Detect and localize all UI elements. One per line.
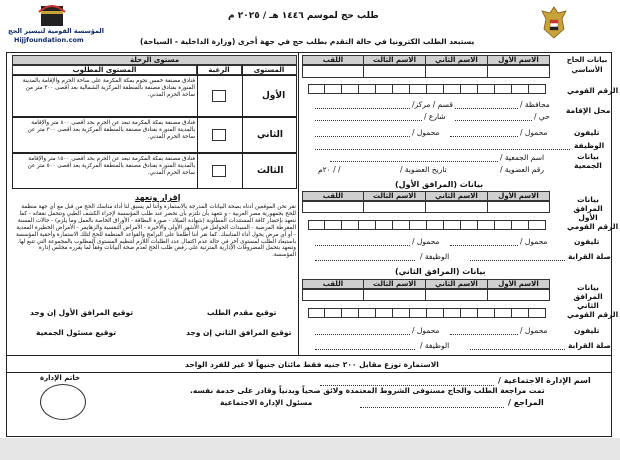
column-divider — [298, 52, 299, 355]
c2-header-first: الاسم الأول — [488, 279, 550, 289]
companion2-relation-label: صلة القرابة — [568, 341, 611, 350]
level-1-name: الأول — [262, 91, 286, 101]
street-label: شارع / — [424, 112, 446, 121]
level-1-checkbox[interactable] — [212, 90, 226, 102]
c2-header-lastname: اللقب — [302, 279, 364, 289]
level-3-name: الثالث — [257, 166, 284, 176]
governorate-label: محافظة / — [520, 100, 550, 109]
fixed-phone-label: محمول / — [520, 128, 548, 137]
companion2-phone-label: تليفون — [574, 326, 600, 335]
responsible-label: مسئول الإدارة الاجتماعية — [220, 398, 313, 407]
form-title: طلب حج لموسم ١٤٤٦ هـ / ٢٠٢٥ م — [228, 11, 379, 21]
name-header-first: الاسم الأول — [488, 55, 550, 65]
job-label: الوظيفة — [574, 141, 605, 150]
admin-name-label: اسم الإدارة الاجتماعية / — [498, 376, 591, 385]
companion1-label: بيانات المرافق الأول — [573, 195, 603, 222]
reviewer-label: المراجع / — [508, 398, 544, 407]
egypt-eagle-logo — [538, 4, 570, 42]
companion2-national-id-label: الرقم القومي — [567, 310, 619, 319]
org-website: Hijjfoundation.com — [14, 36, 84, 44]
level-2-desc: فنادق مصنفة بمكة المكرمة تبعد عن الحرم بحد أقصى ٨٠٠ متر والإقامة بالمدينة المنورة بفنادق مصنفة بالمنطقة المركزية بعد أقصى ٣٠٠ متر عن ساحة الحرم المدني. — [27, 120, 195, 140]
bottom-band — [0, 438, 620, 460]
companion2-name-headers — [302, 279, 550, 289]
stamp-label: خاتم الإدارة — [40, 374, 80, 382]
companion2-section-title: بيانات (المرافق الثاني) — [395, 267, 486, 276]
residence-label: محل الإقامة — [566, 106, 611, 115]
companion2-name-cells[interactable] — [302, 289, 550, 301]
companion1-name-cells[interactable] — [302, 201, 550, 213]
org-name: المؤسسة القومية لتيسير الحج — [8, 27, 104, 35]
applicant-name-cells[interactable] — [302, 65, 550, 78]
form-subtitle: يستبعد الطلب الكترونيا في حالة التقدم بطلب حج في جهة أخرى (وزارة الداخلية - السياحة) — [140, 37, 475, 46]
companion1-national-id-label: الرقم القومي — [567, 222, 619, 231]
companion1-job-label: الوظيفة / — [420, 252, 450, 261]
mobile-phone-label: محمول / — [412, 128, 440, 137]
col-level: المستوى — [242, 65, 297, 75]
companion2-fixed-label: محمول / — [520, 326, 548, 335]
membership-date-hint: / / ٢٠م — [318, 165, 341, 174]
name-header-third: الاسم الثالث — [364, 55, 426, 65]
neighborhood-label: حي / — [534, 112, 550, 121]
association-name-label: اسم الجمعية / — [500, 153, 545, 162]
membership-no-label: رقم العضوية / — [500, 165, 544, 174]
companion2-mobile-label: محمول / — [412, 326, 440, 335]
signature-association-label: توقيع مسئول الجمعية — [36, 328, 117, 337]
signature-applicant-label: توقيع مقدم الطلب — [207, 308, 277, 317]
trip-level-columns — [12, 65, 297, 75]
companion1-relation-label: صلة القرابة — [568, 252, 611, 261]
national-id-field[interactable] — [308, 84, 546, 94]
level-3-desc: فنادق مصنفة بمكة المكرمة تبعد عن الحرم بحد أقصى ١٥٠٠ متر والإقامة بالمدينة المنورة بفنادق مصنفة بالمنطقة المركزية بعد أقصى ٥٠٠ متر عن ساحة الحرم المدني. — [27, 156, 195, 176]
declaration-text: نقر نحن الموقعين أدناه بصحة البيانات المدرجة بالاستمارة وأننا لم يسبق لنا أداء مناسك الحج من قبل مع أي جهة منظمة للحج بجمهورية مصر العربية - و نتعهد بأن نلتزم بأن نحضر عند طلب المؤسسة لإجراء الكشف الطبي ونتحمل نفقاته - كما نتعهد بإحضار كافة المستندات المطلوبة (شهادة الميلاد - صورة البطاقة - الأوراق الخاصة بالعمل وما يلزم) - حالات المسنة المقرطة المرضية - السيدات الحوامل في الأشهر الأولى والأخيرة - الأمراض النفسية والزهايمر - الأمراض الخطيرة المعدية - أو أي مرض يحول أداء المناسك. كما نقر أننا أطلعنا على البرامج والقواعد المنظمة للحج لتلك الاستمارة وأحقية المؤسسة باستبعاد الطلب لمستوى آخر في حالة عدم اكتمال عدد الطلبات اللازم لتنظيم المستوى المطلوب بالمجموعة التي تتبع لها. ونتعهد بتحمل المصروفات الإدارية المترتبة على رفض طلب الحج لعدم صحة البيانات وفقاً لما يقرره مجلس إدارة المؤسسة. — [15, 204, 296, 259]
c1-header-third: الاسم الثالث — [364, 191, 426, 201]
membership-date-label: تاريخ العضوية / — [400, 165, 447, 174]
signature-companion1-label: توقيع المرافق الأول إن وجد — [30, 308, 134, 317]
companion2-label: بيانات المرافق الثاني — [573, 283, 603, 310]
c1-header-first: الاسم الأول — [488, 191, 550, 201]
level-3-checkbox[interactable] — [212, 165, 226, 177]
col-choice: الرغبة — [197, 65, 242, 75]
name-header-lastname: اللقب — [302, 55, 364, 65]
trip-level-header — [12, 55, 297, 65]
district-label: قسم / مركز/ — [412, 100, 453, 109]
applicant-section-label: بيانات الحاج الأساسي — [566, 56, 608, 74]
companion1-national-id-field[interactable] — [308, 220, 546, 230]
companion1-name-headers — [302, 191, 550, 201]
national-id-label: الرقم القومي — [567, 86, 619, 95]
association-label: بيانات الجمعية — [574, 152, 602, 170]
companion1-mobile-label: محمول / — [412, 237, 440, 246]
fee-note: الاستمارة توزع مقابل ٢٠٠ جنيه فقط مائتان جنيهاً لا غير للفرد الواحد — [185, 360, 439, 369]
c2-header-third: الاسم الثالث — [364, 279, 426, 289]
c2-header-second: الاسم الثاني — [426, 279, 488, 289]
col-required: المستوى المطلوب — [12, 65, 197, 75]
trip-level-title: مستوى الرحلة — [12, 55, 297, 65]
companion2-job-label: الوظيفة / — [420, 341, 450, 350]
signature-companion2-label: توقيع المرافق الثاني إن وجد — [186, 328, 292, 337]
phone-label: تليفون — [574, 128, 600, 137]
level-2-name: الثاني — [257, 130, 284, 140]
level-2-checkbox[interactable] — [212, 129, 226, 141]
companion1-section-title: بيانات (المرافق الأول) — [395, 180, 484, 189]
companion1-fixed-label: محمول / — [520, 237, 548, 246]
admin-verify-text: تمت مراجعة الطلب والحاج مستوفى الشروط المعتمدة ولائق صحياً وبدنياً وقادر على خدمة نفسه. — [190, 386, 545, 395]
level-1-desc: فنادق مصنفة خمس نجوم بمكة المكرمة على ساحة الحرم والإقامة بالمدينة المنورة بفنادق مصنفة بالمنطقة المركزية الشمالية بعد أقصى ٣٠٠ متر من ساحة الحرم المدني. — [22, 78, 195, 98]
c1-header-lastname: اللقب — [302, 191, 364, 201]
companion1-phone-label: تليفون — [574, 237, 600, 246]
stamp-circle — [40, 384, 86, 420]
declaration-title: إقرار وتعهد — [135, 193, 181, 202]
name-header-second: الاسم الثاني — [426, 55, 488, 65]
companion2-national-id-field[interactable] — [308, 308, 546, 318]
applicant-name-headers — [302, 55, 550, 65]
c1-header-second: الاسم الثاني — [426, 191, 488, 201]
